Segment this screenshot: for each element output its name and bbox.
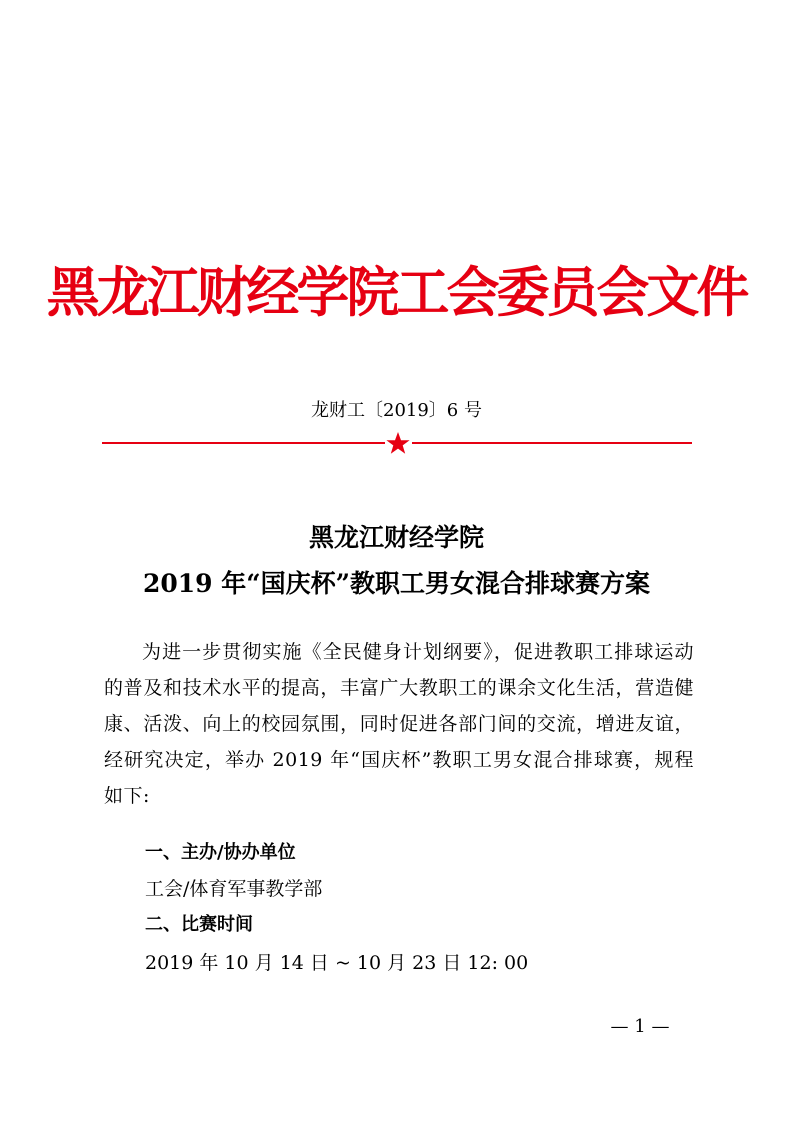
document-number: 龙财工〔2019〕6 号 xyxy=(311,400,482,421)
issuing-authority-title: 黑龙江财经学院工会委员会文件 xyxy=(46,260,747,324)
section-content-organizers: 工会/体育军事教学部 xyxy=(145,878,323,900)
section-content-schedule: 2019 年 10 月 14 日 ~ 10 月 23 日 12: 00 xyxy=(145,952,529,974)
red-separator xyxy=(102,431,692,455)
section-heading-organizers: 一、主办/协办单位 xyxy=(145,842,296,863)
intro-paragraph: 为进一步贯彻实施《全民健身计划纲要》，促进教职工排球运动的普及和技术水平的提高，丰富广大教职工的课余文化生活，营造健康、活泼、向上的校园氛围，同时促进各部门间的交流，增进友谊，经研究决定，举办 2019 年“国庆杯”教职工男女混合排球赛，规程如下: xyxy=(104,641,694,807)
document-title-line-1: 黑龙江财经学院 xyxy=(308,523,484,552)
separator-line-left xyxy=(102,442,385,444)
star-shape xyxy=(386,432,409,454)
separator-line-right xyxy=(412,442,692,444)
red-star-icon xyxy=(385,431,411,455)
section-heading-schedule: 二、比赛时间 xyxy=(145,914,253,935)
page-number: — 1 — xyxy=(610,1016,670,1037)
document-title-line-2: 2019 年“国庆杯”教职工男女混合排球赛方案 xyxy=(142,569,651,598)
